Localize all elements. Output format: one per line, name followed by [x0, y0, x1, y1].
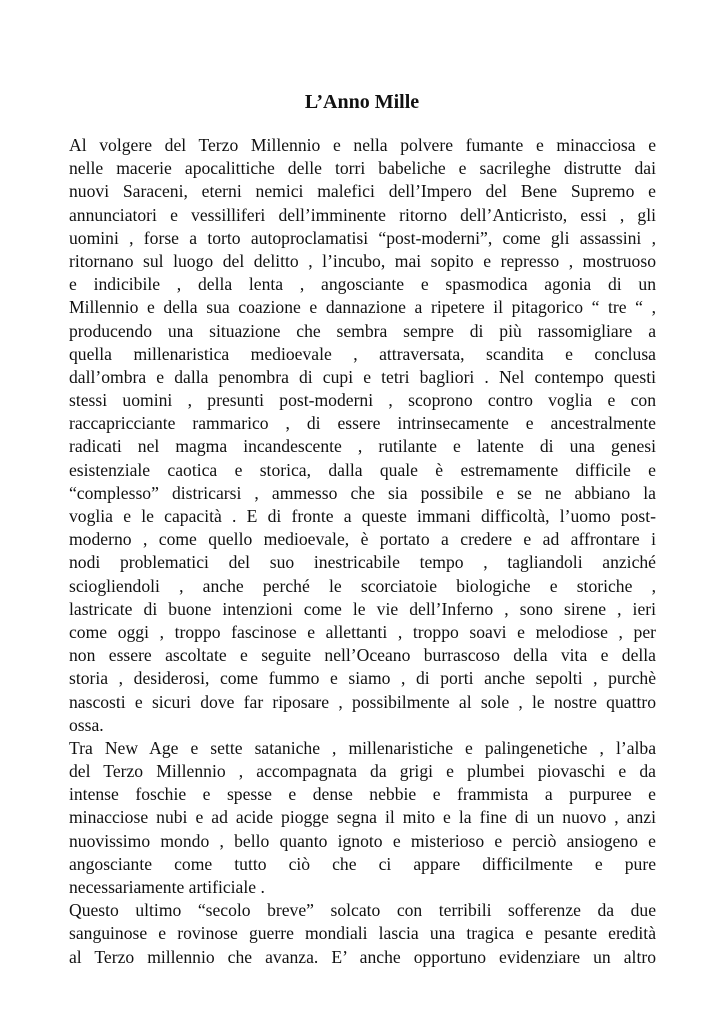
- text-line: dall’ombra e dalla penombra di cupi e tetri bagliori . Nel contempo questi: [69, 366, 656, 387]
- text-line: esistenziale caotica e storica, dalla quale è estremamente difficile e: [69, 459, 656, 480]
- text-line: ritornano sul luogo del delitto , l’incubo, mai sopito e represso , mostruoso: [69, 250, 656, 271]
- text-line: annunciatori e vessilliferi dell’imminente ritorno dell’Anticristo, essi , gli: [69, 204, 656, 225]
- text-line: quella millenaristica medioevale , attraversata, scandita e conclusa: [69, 343, 656, 364]
- text-line: e indicibile , della lenta , angosciante e spasmodica agonia di un: [69, 274, 656, 295]
- text-line: storia , desiderosi, come fummo e siamo , di porti anche sepolti , purchè: [69, 668, 656, 689]
- text-line: al Terzo millennio che avanza. E’ anche opportuno evidenziare un altro: [69, 946, 656, 967]
- text-line: nodi problematici del suo inestricabile tempo , tagliandoli anziché: [69, 552, 656, 573]
- text-line: uomini , forse a torto autoproclamatisi “post-moderni”, come gli assassini ,: [69, 227, 656, 248]
- document-body: [69, 134, 656, 969]
- text-line: come oggi , troppo fascinose e allettanti , troppo soavi e melodiose , per: [69, 621, 656, 642]
- text-line: sciogliendoli , anche perché le scorciatoie biologiche e storiche ,: [69, 575, 656, 596]
- text-line: sanguinose e rovinose guerre mondiali lascia una tragica e pesante eredità: [69, 923, 656, 944]
- text-line: raccapricciante rammarico , di essere intrinsecamente e ancestralmente: [69, 413, 656, 434]
- text-line: lastricate di buone intenzioni come le vie dell’Inferno , sono sirene , ieri: [69, 598, 656, 619]
- text-line: Al volgere del Terzo Millennio e nella polvere fumante e minacciosa e: [69, 135, 656, 155]
- text-line: Tra New Age e sette sataniche , millenaristiche e palingenetiche , l’alba: [69, 737, 656, 758]
- text-line: nascosti e sicuri dove far riposare , possibilmente al sole , le nostre quattro: [69, 691, 656, 712]
- text-line: voglia e le capacità . E di fronte a queste immani difficoltà, l’uomo post-: [69, 506, 656, 526]
- text-line: Millennio e della sua coazione e dannazione a ripetere il pitagorico “ tre “ ,: [69, 297, 656, 318]
- text-line: moderno , come quello medioevale, è portato a credere e ad affrontare i: [69, 529, 656, 550]
- text-line: radicati nel magma incandescente , rutilante e latente di una genesi: [69, 436, 656, 457]
- text-line: necessariamente artificiale .: [69, 877, 265, 897]
- text-line: del Terzo Millennio , accompagnata da grigi e plumbei piovaschi e da: [69, 761, 656, 782]
- text-line: ossa.: [69, 714, 104, 735]
- text-line: “complesso” districarsi , ammesso che sia possibile e se ne abbiano la: [69, 482, 656, 503]
- text-line: angosciante come tutto ciò che ci appare difficilmente e pure: [69, 853, 656, 874]
- text-line: nelle macerie apocalittiche delle torri babeliche e sacrileghe distrutte dai: [69, 158, 656, 179]
- text-line: intense foschie e spesse e dense nebbie e frammista a purpuree e: [69, 784, 656, 805]
- text-line: minacciose nubi e ad acide piogge segna il mito e la fine di un nuovo , anzi: [69, 807, 656, 828]
- text-line: nuovi Saraceni, eterni nemici malefici dell’Impero del Bene Supremo e: [69, 181, 656, 202]
- document-title: L’Anno Mille: [304, 91, 420, 113]
- text-line: nuovissimo mondo , bello quanto ignoto e misterioso e perciò ansiogeno e: [69, 830, 656, 851]
- text-line: stessi uomini , presunti post-moderni , scoprono contro voglia e con: [69, 390, 656, 411]
- text-line: Questo ultimo “secolo breve” solcato con terribili sofferenze da due: [69, 900, 656, 921]
- text-line: non essere ascoltate e seguite nell’Oceano burrascoso della vita e della: [69, 645, 656, 666]
- text-line: producendo una situazione che sembra sempre di più rassomigliare a: [69, 320, 656, 341]
